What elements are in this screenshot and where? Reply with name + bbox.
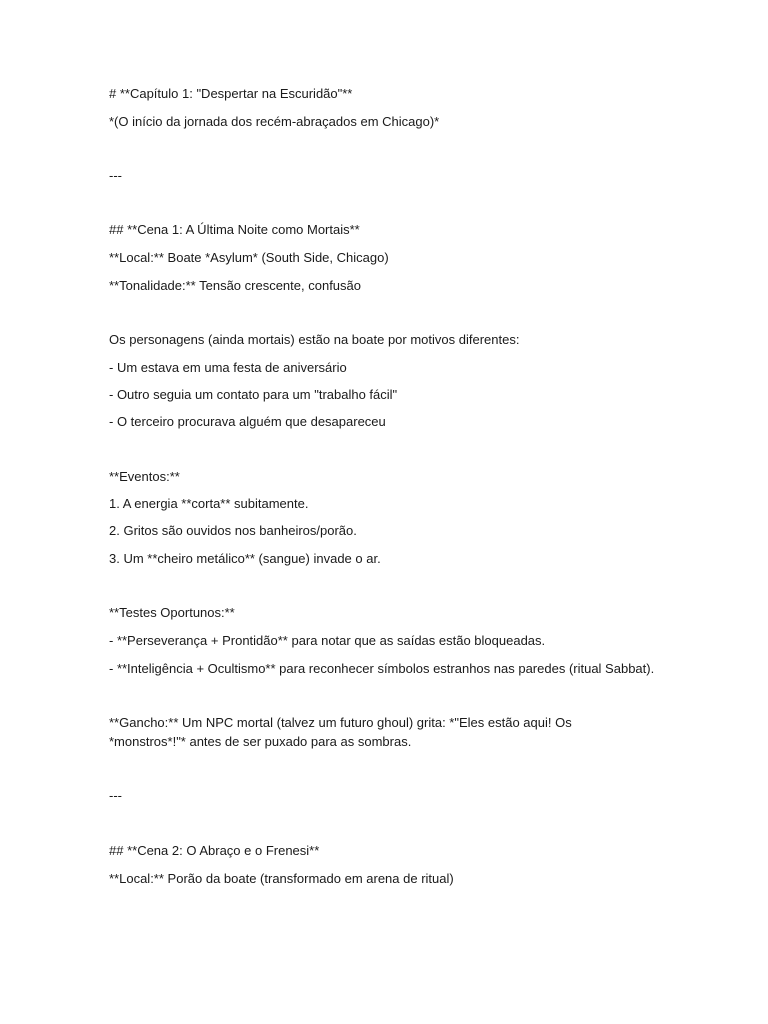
scene-1-tone: **Tonalidade:** Tensão crescente, confusão [109,278,361,293]
scene-2-location: **Local:** Porão da boate (transformado em arena de ritual) [109,871,454,886]
events-heading: **Eventos:** [109,469,180,484]
test-item: - **Inteligência + Ocultismo** para reconhecer símbolos estranhos nas paredes (ritual Sabbat). [109,661,655,676]
hook-paragraph-line-1: **Gancho:** Um NPC mortal (talvez um futuro ghoul) grita: *"Eles estão aqui! Os [109,715,572,730]
chapter-heading: # **Capítulo 1: "Despertar na Escuridão"** [109,86,353,101]
event-item: 3. Um **cheiro metálico** (sangue) invade o ar. [109,551,381,566]
event-item: 1. A energia **corta** subitamente. [109,496,309,511]
scene-1-location: **Local:** Boate *Asylum* (South Side, Chicago) [109,250,389,265]
scene-1-heading: ## **Cena 1: A Última Noite como Mortais** [109,222,360,237]
event-item: 2. Gritos são ouvidos nos banheiros/porão. [109,523,357,538]
motive-item: - Outro seguia um contato para um "trabalho fácil" [109,387,398,402]
scene-1-intro: Os personagens (ainda mortais) estão na boate por motivos diferentes: [109,332,520,347]
tests-heading: **Testes Oportunos:** [109,605,235,620]
section-divider: --- [109,788,122,803]
test-item: - **Perseverança + Prontidão** para notar que as saídas estão bloqueadas. [109,633,546,648]
section-divider: --- [109,168,122,183]
motive-item: - O terceiro procurava alguém que desapareceu [109,414,386,429]
motive-item: - Um estava em uma festa de aniversário [109,360,347,375]
hook-paragraph-line-2: *monstros*!"* antes de ser puxado para as sombras. [109,734,412,749]
scene-2-heading: ## **Cena 2: O Abraço e o Frenesi** [109,843,320,858]
chapter-subtitle: *(O início da jornada dos recém-abraçados em Chicago)* [109,114,440,129]
